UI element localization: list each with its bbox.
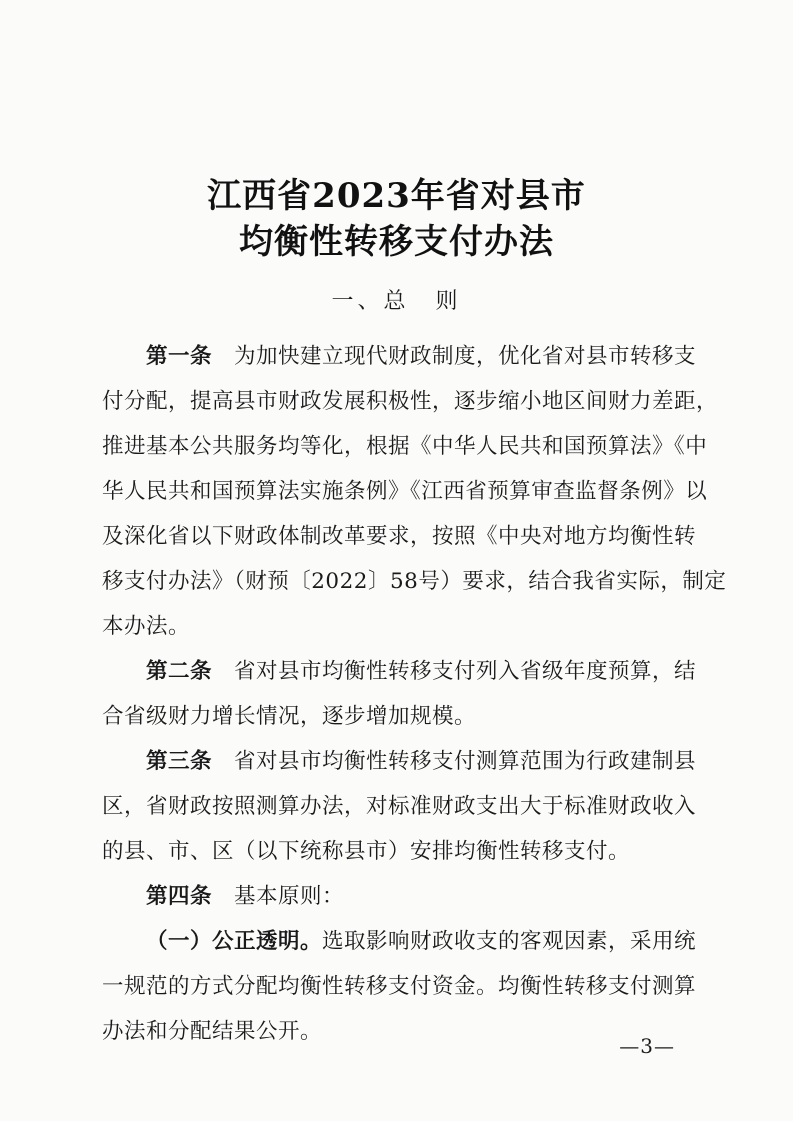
article-1-line-1: [146, 342, 697, 372]
item-1-line-1: [146, 927, 697, 957]
item-1-line-2: 一规范的方式分配均衡性转移支付资金。均衡性转移支付测算: [102, 974, 697, 999]
article-3-line-2: 区，省财政按照测算办法，对标准财政支出大于标准财政收入: [102, 794, 697, 819]
item-1-label: （一）公正透明。: [146, 929, 323, 954]
article-2-line-1: [146, 657, 697, 687]
section-heading-general: 一、总 则: [331, 289, 462, 314]
item-1-line-3: 办法和分配结果公开。: [102, 1019, 323, 1044]
article-1-line-2: 付分配，提高县市财政发展积极性，逐步缩小地区间财力差距，: [102, 389, 719, 414]
article-4-line-1: [146, 882, 692, 912]
article-1-line-5: 及深化省以下财政体制改革要求，按照《中央对地方均衡性转: [102, 524, 697, 549]
page-number: —3—: [619, 1034, 675, 1058]
article-3-line-3: 的县、市、区（以下统称县市）安排均衡性转移支付。: [102, 839, 631, 864]
document-title-line-1: 江西省2023年省对县市: [207, 176, 586, 216]
item-1-text-1: 选取影响财政收支的客观因素，采用统: [322, 929, 697, 954]
article-1-label: 第一条: [146, 344, 213, 369]
article-4-label: 第四条: [146, 884, 213, 909]
article-4-text: 基本原则：: [234, 884, 345, 909]
article-2-line-2: 合省级财力增长情况，逐步增加规模。: [102, 704, 477, 729]
article-1-line-6: 移支付办法》（财预〔2022〕58号）要求，结合我省实际，制定: [102, 569, 727, 594]
article-3-line-1: [146, 747, 697, 777]
article-3-text-1: 省对县市均衡性转移支付测算范围为行政建制县: [234, 749, 697, 774]
article-3-label: 第三条: [146, 749, 213, 774]
article-1-line-7: 本办法。: [102, 614, 191, 639]
article-1-line-4: 华人民共和国预算法实施条例》《江西省预算审查监督条例》以: [102, 479, 708, 504]
article-2-label: 第二条: [146, 659, 213, 684]
article-2-text-1: 省对县市均衡性转移支付列入省级年度预算，结: [234, 659, 697, 684]
article-1-text-1: 为加快建立现代财政制度，优化省对县市转移支: [234, 344, 697, 369]
article-1-line-3: 推进基本公共服务均等化，根据《中华人民共和国预算法》《中: [102, 434, 708, 459]
document-title-line-2: 均衡性转移支付办法: [239, 222, 554, 262]
